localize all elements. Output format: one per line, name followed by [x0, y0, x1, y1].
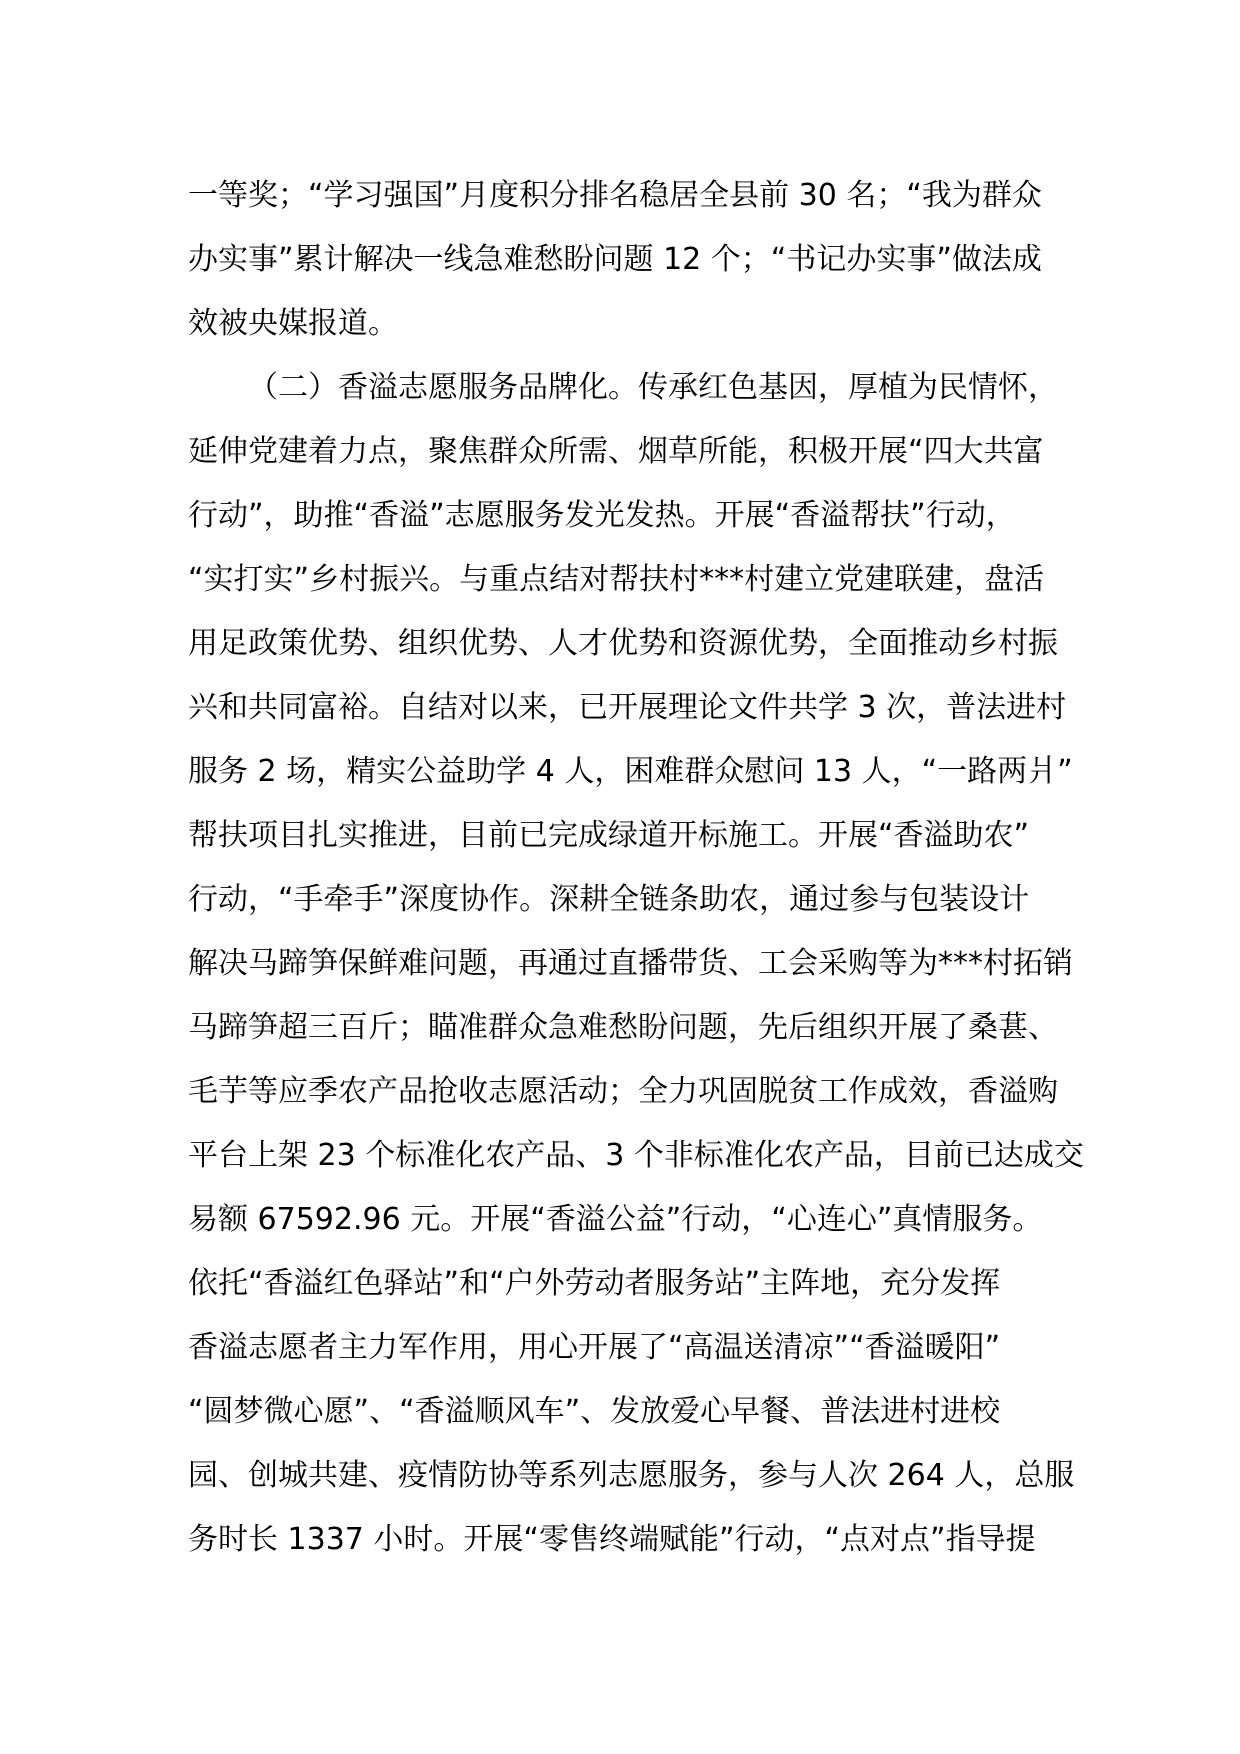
text-line-1: 一等奖；“学习强国”月度积分排名稳居全县前 30 名；“我为群众 — [188, 178, 1042, 213]
text-line-15: 毛芋等应季农产品抢收志愿活动；全力巩固脱贫工作成效，香溢购 — [188, 1074, 1058, 1109]
text-line-13: 解决马蹄笋保鲜难问题，再通过直播带货、工会采购等为***村拓销 — [188, 946, 1073, 981]
text-line-10: 服务 2 场，精实公益助学 4 人，困难群众慰问 13 人，“一路两爿” — [188, 754, 1073, 789]
text-line-9: 兴和共同富裕。自结对以来，已开展理论文件共学 3 次，普法进村 — [188, 690, 1067, 725]
section-heading-line: （二）香溢志愿服务品牌化。传承红色基因，厚植为民情怀， — [248, 370, 1058, 405]
text-line-19: 香溢志愿者主力军作用，用心开展了“高温送清凉”“香溢暖阳” — [188, 1330, 1001, 1365]
text-line-7: “实打实”乡村振兴。与重点结对帮扶村***村建立党建联建，盘活 — [188, 562, 1045, 597]
text-line-16: 平台上架 23 个标准化农产品、3 个非标准化农产品，目前已达成交 — [188, 1138, 1084, 1173]
text-line-18: 依托“香溢红色驿站”和“户外劳动者服务站”主阵地，充分发挥 — [188, 1266, 1001, 1301]
text-line-12: 行动，“手牵手”深度协作。深耕全链条助农，通过参与包装设计 — [188, 882, 1030, 917]
text-line-11: 帮扶项目扎实推进，目前已完成绿道开标施工。开展“香溢助农” — [188, 818, 1030, 853]
text-line-6: 行动”，助推“香溢”志愿服务发光发热。开展“香溢帮扶”行动， — [188, 498, 1016, 533]
text-line-17: 易额 67592.96 元。开展“香溢公益”行动，“心连心”真情服务。 — [188, 1202, 1043, 1237]
text-line-20: “圆梦微心愿”、“香溢顺风车”、发放爱心早餐、普法进村进校 — [188, 1394, 1001, 1429]
text-line-14: 马蹄笋超三百斤；瞄准群众急难愁盼问题，先后组织开展了桑葚、 — [188, 1010, 1058, 1045]
text-line-5: 延伸党建着力点，聚焦群众所需、烟草所能，积极开展“四大共富 — [188, 434, 1044, 469]
text-line-2: 办实事”累计解决一线急难愁盼问题 12 个；“书记办实事”做法成 — [188, 242, 1042, 277]
text-line-3: 效被央媒报道。 — [188, 306, 398, 341]
text-line-21: 园、创城共建、疫情防协等系列志愿服务，参与人次 264 人，总服 — [188, 1458, 1075, 1493]
text-line-22: 务时长 1337 小时。开展“零售终端赋能”行动，“点对点”指导提 — [188, 1522, 1036, 1557]
text-line-8: 用足政策优势、组织优势、人才优势和资源优势，全面推动乡村振 — [188, 626, 1058, 661]
